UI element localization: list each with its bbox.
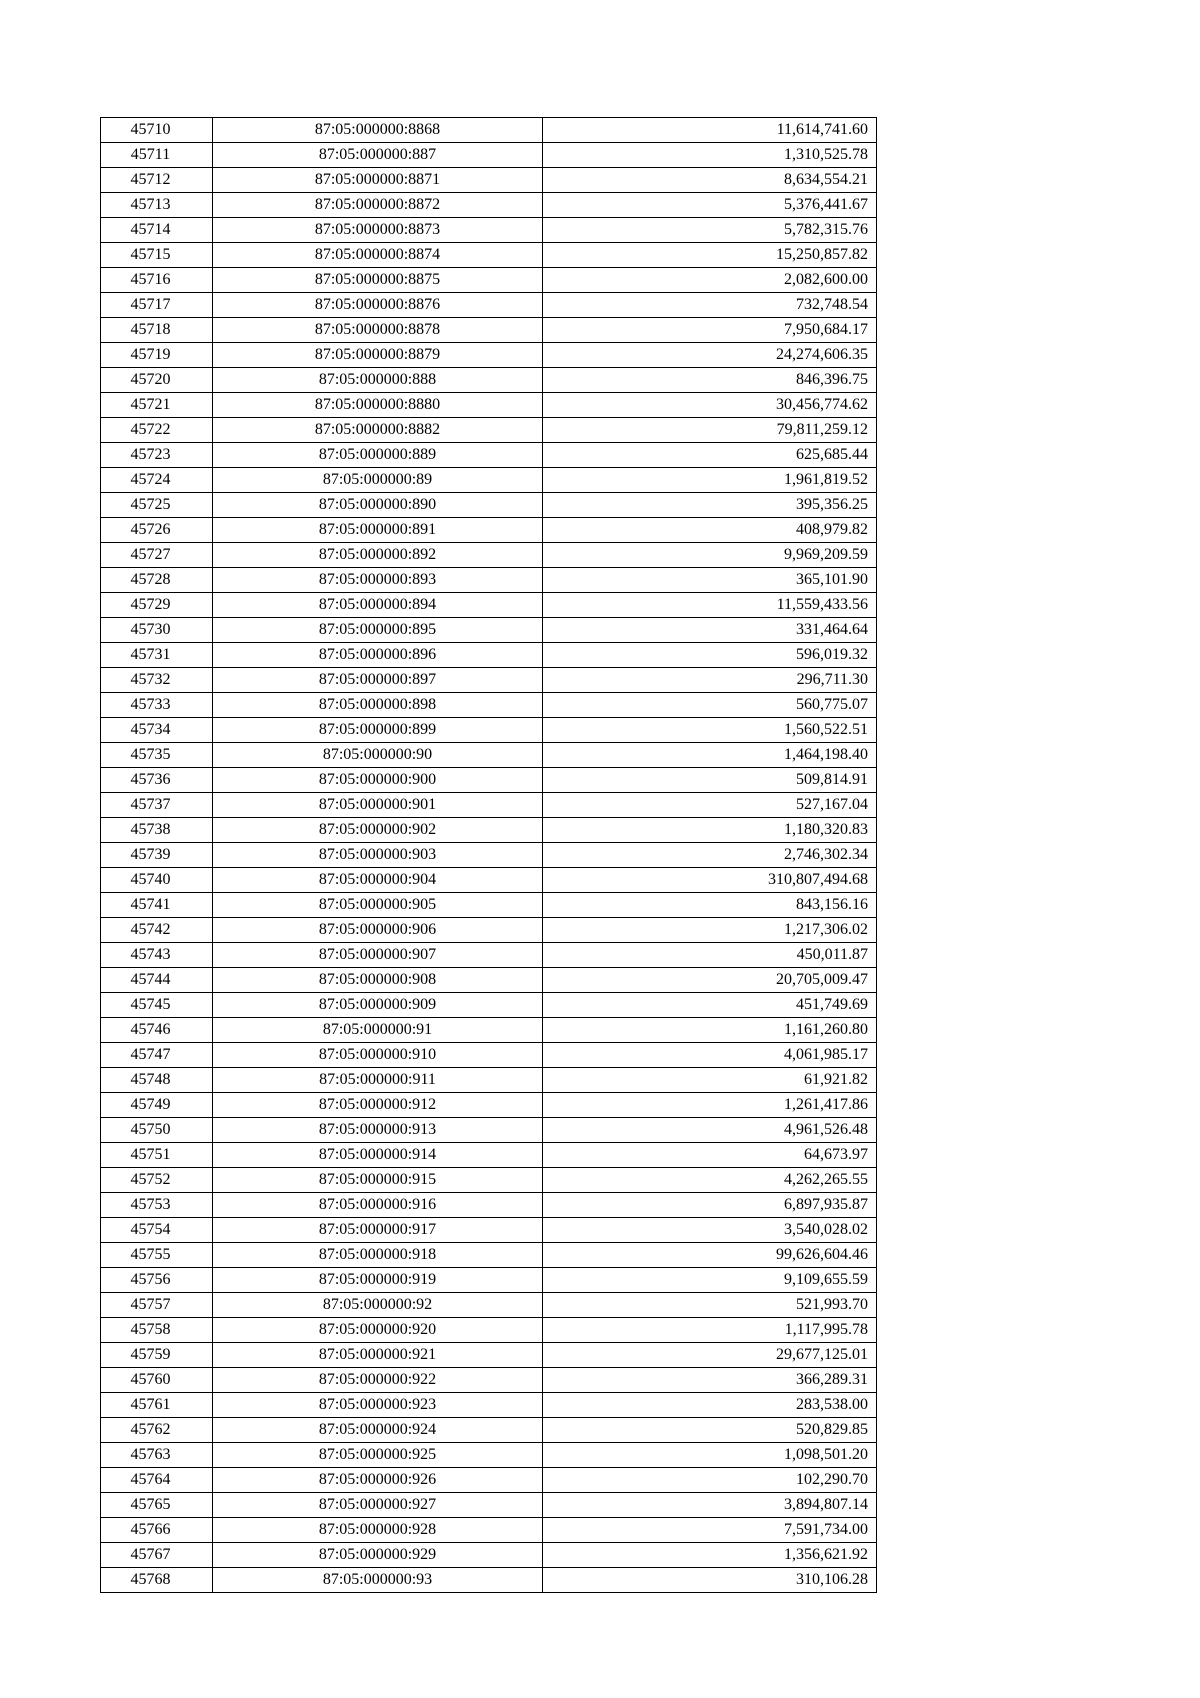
table-row — [101, 493, 877, 518]
row-number-cell: 45757 — [101, 1293, 213, 1318]
table-row — [101, 1018, 877, 1043]
row-number-cell: 45741 — [101, 893, 213, 918]
row-number-cell: 45719 — [101, 343, 213, 368]
table-row — [101, 443, 877, 468]
table-row — [101, 968, 877, 993]
cadastral-value-cell: 1,310,525.78 — [543, 143, 877, 168]
row-number-cell: 45752 — [101, 1168, 213, 1193]
table-row — [101, 1543, 877, 1568]
row-number-cell: 45758 — [101, 1318, 213, 1343]
row-number-cell: 45724 — [101, 468, 213, 493]
row-number-cell: 45714 — [101, 218, 213, 243]
row-number-cell: 45718 — [101, 318, 213, 343]
table-row — [101, 1343, 877, 1368]
row-number-cell: 45751 — [101, 1143, 213, 1168]
cadastral-value-cell: 331,464.64 — [543, 618, 877, 643]
cadastral-value-cell: 4,961,526.48 — [543, 1118, 877, 1143]
table-row — [101, 318, 877, 343]
table-row — [101, 1043, 877, 1068]
cadastral-value-cell: 15,250,857.82 — [543, 243, 877, 268]
cadastral-number-cell: 87:05:000000:906 — [213, 918, 543, 943]
cadastral-number-cell: 87:05:000000:890 — [213, 493, 543, 518]
cadastral-value-cell: 1,261,417.86 — [543, 1093, 877, 1118]
cadastral-number-cell: 87:05:000000:920 — [213, 1318, 543, 1343]
cadastral-value-cell: 408,979.82 — [543, 518, 877, 543]
cadastral-value-cell: 24,274,606.35 — [543, 343, 877, 368]
cadastral-number-cell: 87:05:000000:8879 — [213, 343, 543, 368]
cadastral-number-cell: 87:05:000000:8874 — [213, 243, 543, 268]
row-number-cell: 45723 — [101, 443, 213, 468]
row-number-cell: 45763 — [101, 1443, 213, 1468]
cadastral-number-cell: 87:05:000000:925 — [213, 1443, 543, 1468]
cadastral-number-cell: 87:05:000000:891 — [213, 518, 543, 543]
table-row — [101, 843, 877, 868]
table-body — [101, 118, 877, 1593]
table-row — [101, 743, 877, 768]
table-row — [101, 1568, 877, 1593]
table-row — [101, 618, 877, 643]
table-row — [101, 368, 877, 393]
cadastral-value-cell: 4,061,985.17 — [543, 1043, 877, 1068]
row-number-cell: 45717 — [101, 293, 213, 318]
table-row — [101, 293, 877, 318]
cadastral-value-cell: 1,161,260.80 — [543, 1018, 877, 1043]
table-row — [101, 1493, 877, 1518]
cadastral-number-cell: 87:05:000000:923 — [213, 1393, 543, 1418]
table-row — [101, 918, 877, 943]
table-row — [101, 1418, 877, 1443]
table-row — [101, 643, 877, 668]
cadastral-number-cell: 87:05:000000:8875 — [213, 268, 543, 293]
cadastral-number-cell: 87:05:000000:926 — [213, 1468, 543, 1493]
cadastral-number-cell: 87:05:000000:914 — [213, 1143, 543, 1168]
cadastral-value-cell: 3,894,807.14 — [543, 1493, 877, 1518]
table-row — [101, 518, 877, 543]
cadastral-value-cell: 365,101.90 — [543, 568, 877, 593]
cadastral-number-cell: 87:05:000000:892 — [213, 543, 543, 568]
row-number-cell: 45760 — [101, 1368, 213, 1393]
row-number-cell: 45754 — [101, 1218, 213, 1243]
cadastral-value-cell: 7,950,684.17 — [543, 318, 877, 343]
cadastral-number-cell: 87:05:000000:896 — [213, 643, 543, 668]
cadastral-value-cell: 30,456,774.62 — [543, 393, 877, 418]
table-row — [101, 693, 877, 718]
cadastral-value-cell: 1,117,995.78 — [543, 1318, 877, 1343]
table-row — [101, 818, 877, 843]
cadastral-value-cell: 1,098,501.20 — [543, 1443, 877, 1468]
cadastral-value-cell: 11,559,433.56 — [543, 593, 877, 618]
cadastral-number-cell: 87:05:000000:888 — [213, 368, 543, 393]
row-number-cell: 45753 — [101, 1193, 213, 1218]
cadastral-value-cell: 61,921.82 — [543, 1068, 877, 1093]
table-row — [101, 1218, 877, 1243]
cadastral-value-cell: 20,705,009.47 — [543, 968, 877, 993]
row-number-cell: 45761 — [101, 1393, 213, 1418]
cadastral-number-cell: 87:05:000000:913 — [213, 1118, 543, 1143]
table-row — [101, 1143, 877, 1168]
cadastral-value-cell: 732,748.54 — [543, 293, 877, 318]
cadastral-number-cell: 87:05:000000:917 — [213, 1218, 543, 1243]
cadastral-value-cell: 8,634,554.21 — [543, 168, 877, 193]
cadastral-value-cell: 7,591,734.00 — [543, 1518, 877, 1543]
row-number-cell: 45728 — [101, 568, 213, 593]
table-row — [101, 468, 877, 493]
row-number-cell: 45762 — [101, 1418, 213, 1443]
row-number-cell: 45764 — [101, 1468, 213, 1493]
cadastral-value-cell: 5,782,315.76 — [543, 218, 877, 243]
cadastral-value-cell: 9,969,209.59 — [543, 543, 877, 568]
row-number-cell: 45727 — [101, 543, 213, 568]
table-row — [101, 1468, 877, 1493]
row-number-cell: 45721 — [101, 393, 213, 418]
table-row — [101, 1093, 877, 1118]
cadastral-number-cell: 87:05:000000:918 — [213, 1243, 543, 1268]
cadastral-number-cell: 87:05:000000:905 — [213, 893, 543, 918]
row-number-cell: 45755 — [101, 1243, 213, 1268]
cadastral-number-cell: 87:05:000000:899 — [213, 718, 543, 743]
cadastral-number-cell: 87:05:000000:8880 — [213, 393, 543, 418]
row-number-cell: 45759 — [101, 1343, 213, 1368]
row-number-cell: 45742 — [101, 918, 213, 943]
cadastral-value-cell: 1,464,198.40 — [543, 743, 877, 768]
row-number-cell: 45712 — [101, 168, 213, 193]
table-row — [101, 1168, 877, 1193]
cadastral-value-cell: 2,746,302.34 — [543, 843, 877, 868]
cadastral-value-cell: 283,538.00 — [543, 1393, 877, 1418]
cadastral-value-cell: 520,829.85 — [543, 1418, 877, 1443]
table-row — [101, 593, 877, 618]
cadastral-number-cell: 87:05:000000:909 — [213, 993, 543, 1018]
cadastral-number-cell: 87:05:000000:907 — [213, 943, 543, 968]
row-number-cell: 45745 — [101, 993, 213, 1018]
row-number-cell: 45735 — [101, 743, 213, 768]
row-number-cell: 45756 — [101, 1268, 213, 1293]
cadastral-number-cell: 87:05:000000:893 — [213, 568, 543, 593]
cadastral-number-cell: 87:05:000000:928 — [213, 1518, 543, 1543]
row-number-cell: 45748 — [101, 1068, 213, 1093]
row-number-cell: 45767 — [101, 1543, 213, 1568]
row-number-cell: 45732 — [101, 668, 213, 693]
table-row — [101, 793, 877, 818]
table-row — [101, 243, 877, 268]
cadastral-number-cell: 87:05:000000:8876 — [213, 293, 543, 318]
row-number-cell: 45743 — [101, 943, 213, 968]
cadastral-number-cell: 87:05:000000:911 — [213, 1068, 543, 1093]
cadastral-value-cell: 79,811,259.12 — [543, 418, 877, 443]
cadastral-value-cell: 102,290.70 — [543, 1468, 877, 1493]
cadastral-number-cell: 87:05:000000:887 — [213, 143, 543, 168]
cadastral-value-cell: 846,396.75 — [543, 368, 877, 393]
cadastral-value-cell: 451,749.69 — [543, 993, 877, 1018]
cadastral-value-cell: 11,614,741.60 — [543, 118, 877, 143]
cadastral-value-cell: 1,560,522.51 — [543, 718, 877, 743]
cadastral-number-cell: 87:05:000000:889 — [213, 443, 543, 468]
row-number-cell: 45711 — [101, 143, 213, 168]
cadastral-number-cell: 87:05:000000:912 — [213, 1093, 543, 1118]
row-number-cell: 45737 — [101, 793, 213, 818]
table-row — [101, 568, 877, 593]
row-number-cell: 45736 — [101, 768, 213, 793]
table-row — [101, 718, 877, 743]
cadastral-value-cell: 450,011.87 — [543, 943, 877, 968]
table-row — [101, 893, 877, 918]
table-row — [101, 218, 877, 243]
cadastral-number-cell: 87:05:000000:93 — [213, 1568, 543, 1593]
table-row — [101, 1518, 877, 1543]
cadastral-value-cell: 395,356.25 — [543, 493, 877, 518]
row-number-cell: 45744 — [101, 968, 213, 993]
row-number-cell: 45747 — [101, 1043, 213, 1068]
cadastral-number-cell: 87:05:000000:8882 — [213, 418, 543, 443]
cadastral-number-cell: 87:05:000000:929 — [213, 1543, 543, 1568]
row-number-cell: 45710 — [101, 118, 213, 143]
row-number-cell: 45715 — [101, 243, 213, 268]
cadastral-number-cell: 87:05:000000:927 — [213, 1493, 543, 1518]
row-number-cell: 45730 — [101, 618, 213, 643]
cadastral-value-cell: 625,685.44 — [543, 443, 877, 468]
cadastral-value-table — [100, 117, 877, 1593]
table-row — [101, 418, 877, 443]
cadastral-number-cell: 87:05:000000:903 — [213, 843, 543, 868]
cadastral-value-cell: 366,289.31 — [543, 1368, 877, 1393]
row-number-cell: 45716 — [101, 268, 213, 293]
cadastral-number-cell: 87:05:000000:90 — [213, 743, 543, 768]
row-number-cell: 45740 — [101, 868, 213, 893]
cadastral-number-cell: 87:05:000000:916 — [213, 1193, 543, 1218]
row-number-cell: 45713 — [101, 193, 213, 218]
table-row — [101, 1318, 877, 1343]
table-row — [101, 943, 877, 968]
cadastral-number-cell: 87:05:000000:924 — [213, 1418, 543, 1443]
cadastral-value-cell: 596,019.32 — [543, 643, 877, 668]
table-row — [101, 343, 877, 368]
table-row — [101, 668, 877, 693]
table-row — [101, 168, 877, 193]
cadastral-value-cell: 521,993.70 — [543, 1293, 877, 1318]
cadastral-number-cell: 87:05:000000:902 — [213, 818, 543, 843]
cadastral-number-cell: 87:05:000000:900 — [213, 768, 543, 793]
table-row — [101, 1068, 877, 1093]
cadastral-value-cell: 29,677,125.01 — [543, 1343, 877, 1368]
cadastral-value-cell: 1,356,621.92 — [543, 1543, 877, 1568]
table-row — [101, 1368, 877, 1393]
row-number-cell: 45722 — [101, 418, 213, 443]
cadastral-number-cell: 87:05:000000:908 — [213, 968, 543, 993]
row-number-cell: 45726 — [101, 518, 213, 543]
cadastral-number-cell: 87:05:000000:922 — [213, 1368, 543, 1393]
cadastral-value-cell: 1,961,819.52 — [543, 468, 877, 493]
row-number-cell: 45768 — [101, 1568, 213, 1593]
row-number-cell: 45738 — [101, 818, 213, 843]
cadastral-number-cell: 87:05:000000:915 — [213, 1168, 543, 1193]
cadastral-number-cell: 87:05:000000:898 — [213, 693, 543, 718]
cadastral-number-cell: 87:05:000000:897 — [213, 668, 543, 693]
cadastral-value-cell: 4,262,265.55 — [543, 1168, 877, 1193]
cadastral-number-cell: 87:05:000000:895 — [213, 618, 543, 643]
cadastral-value-cell: 509,814.91 — [543, 768, 877, 793]
cadastral-value-cell: 296,711.30 — [543, 668, 877, 693]
row-number-cell: 45766 — [101, 1518, 213, 1543]
cadastral-value-cell: 2,082,600.00 — [543, 268, 877, 293]
table-row — [101, 768, 877, 793]
cadastral-value-cell: 3,540,028.02 — [543, 1218, 877, 1243]
row-number-cell: 45731 — [101, 643, 213, 668]
table-row — [101, 543, 877, 568]
cadastral-number-cell: 87:05:000000:8872 — [213, 193, 543, 218]
cadastral-number-cell: 87:05:000000:8868 — [213, 118, 543, 143]
row-number-cell: 45765 — [101, 1493, 213, 1518]
table-row — [101, 118, 877, 143]
cadastral-number-cell: 87:05:000000:92 — [213, 1293, 543, 1318]
row-number-cell: 45720 — [101, 368, 213, 393]
cadastral-number-cell: 87:05:000000:8878 — [213, 318, 543, 343]
table-row — [101, 868, 877, 893]
row-number-cell: 45734 — [101, 718, 213, 743]
table-row — [101, 1443, 877, 1468]
cadastral-value-cell: 310,106.28 — [543, 1568, 877, 1593]
cadastral-number-cell: 87:05:000000:91 — [213, 1018, 543, 1043]
cadastral-value-cell: 843,156.16 — [543, 893, 877, 918]
cadastral-value-cell: 64,673.97 — [543, 1143, 877, 1168]
cadastral-value-cell: 5,376,441.67 — [543, 193, 877, 218]
row-number-cell: 45750 — [101, 1118, 213, 1143]
row-number-cell: 45729 — [101, 593, 213, 618]
cadastral-value-cell: 560,775.07 — [543, 693, 877, 718]
table-row — [101, 993, 877, 1018]
cadastral-number-cell: 87:05:000000:894 — [213, 593, 543, 618]
cadastral-value-cell: 9,109,655.59 — [543, 1268, 877, 1293]
cadastral-value-cell: 6,897,935.87 — [543, 1193, 877, 1218]
cadastral-value-cell: 99,626,604.46 — [543, 1243, 877, 1268]
table-row — [101, 193, 877, 218]
table-row — [101, 1268, 877, 1293]
cadastral-value-cell: 310,807,494.68 — [543, 868, 877, 893]
table-row — [101, 1393, 877, 1418]
row-number-cell: 45746 — [101, 1018, 213, 1043]
cadastral-value-cell: 527,167.04 — [543, 793, 877, 818]
cadastral-number-cell: 87:05:000000:901 — [213, 793, 543, 818]
cadastral-number-cell: 87:05:000000:921 — [213, 1343, 543, 1368]
cadastral-number-cell: 87:05:000000:910 — [213, 1043, 543, 1068]
row-number-cell: 45733 — [101, 693, 213, 718]
row-number-cell: 45739 — [101, 843, 213, 868]
table-row — [101, 268, 877, 293]
table-row — [101, 393, 877, 418]
row-number-cell: 45725 — [101, 493, 213, 518]
table-row — [101, 1193, 877, 1218]
table-row — [101, 143, 877, 168]
cadastral-value-cell: 1,217,306.02 — [543, 918, 877, 943]
cadastral-number-cell: 87:05:000000:8873 — [213, 218, 543, 243]
row-number-cell: 45749 — [101, 1093, 213, 1118]
table-row — [101, 1118, 877, 1143]
cadastral-number-cell: 87:05:000000:8871 — [213, 168, 543, 193]
table-row — [101, 1293, 877, 1318]
cadastral-value-cell: 1,180,320.83 — [543, 818, 877, 843]
cadastral-number-cell: 87:05:000000:919 — [213, 1268, 543, 1293]
cadastral-number-cell: 87:05:000000:89 — [213, 468, 543, 493]
table-row — [101, 1243, 877, 1268]
cadastral-number-cell: 87:05:000000:904 — [213, 868, 543, 893]
